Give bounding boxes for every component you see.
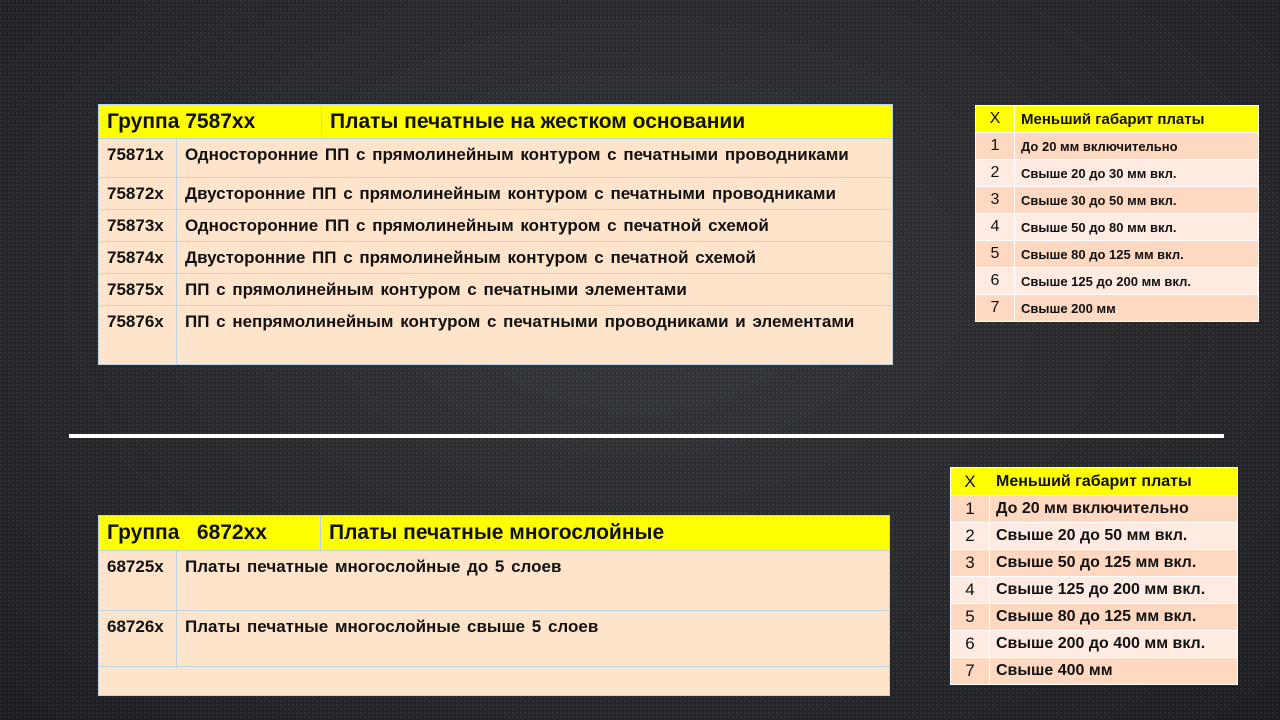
list-item <box>951 577 1238 604</box>
size-range: Свыше 400 мм <box>990 658 1238 685</box>
size-code: 1 <box>951 496 990 523</box>
size-range: Свыше 20 до 30 мм вкл. <box>1015 160 1259 187</box>
size-code: 2 <box>976 160 1015 187</box>
group-6872-table <box>98 515 890 696</box>
size-code: 5 <box>951 604 990 631</box>
row-description: Платы печатные многослойные до 5 слоев <box>177 551 890 611</box>
group-7587-label: Группа 7587хх <box>99 105 322 139</box>
size-range: Свыше 50 до 125 мм вкл. <box>990 550 1238 577</box>
row-code: 68726х <box>99 611 177 667</box>
table-row <box>99 139 893 178</box>
list-item <box>976 187 1259 214</box>
list-item <box>976 214 1259 241</box>
row-description: Двусторонние ПП с прямолинейным контуром с печатными проводниками <box>177 178 893 210</box>
size-range: Свыше 200 до 400 мм вкл. <box>990 631 1238 658</box>
row-description: Двусторонние ПП с прямолинейным контуром с печатной схемой <box>177 242 893 274</box>
size-code-table-1 <box>975 105 1259 322</box>
size-range: Свыше 125 до 200 мм вкл. <box>990 577 1238 604</box>
table-row <box>99 178 893 210</box>
size-code: 6 <box>951 631 990 658</box>
x-column-header: Х <box>976 106 1015 133</box>
size-code: 3 <box>976 187 1015 214</box>
size-code: 5 <box>976 241 1015 268</box>
size-code-table-2 <box>950 467 1238 685</box>
group-6872-title: Платы печатные многослойные <box>321 516 890 551</box>
row-description: Односторонние ПП с прямолинейным контуром с печатными проводниками <box>177 139 893 178</box>
list-item <box>951 604 1238 631</box>
list-item <box>976 160 1259 187</box>
size-range: Свыше 20 до 50 мм вкл. <box>990 523 1238 550</box>
row-code: 75874х <box>99 242 177 274</box>
list-item <box>976 268 1259 295</box>
table-row <box>99 274 893 306</box>
row-code: 75875х <box>99 274 177 306</box>
size-code: 2 <box>951 523 990 550</box>
row-code: 75873х <box>99 210 177 242</box>
group-7587-table <box>98 104 893 365</box>
row-code: 75876х <box>99 306 177 365</box>
size-range: Свыше 50 до 80 мм вкл. <box>1015 214 1259 241</box>
list-item <box>951 496 1238 523</box>
list-item <box>951 523 1238 550</box>
group-6872-label: Группа 6872хх <box>99 516 321 551</box>
size-code: 3 <box>951 550 990 577</box>
table-row-empty <box>99 667 890 696</box>
size-column-header: Меньший габарит платы <box>1015 106 1259 133</box>
row-description: Платы печатные многослойные свыше 5 слоев <box>177 611 890 667</box>
row-description: ПП с непрямолинейным контуром с печатными проводниками и элементами <box>177 306 893 365</box>
size-code: 1 <box>976 133 1015 160</box>
size-column-header: Меньший габарит платы <box>990 468 1238 496</box>
size-range: Свыше 80 до 125 мм вкл. <box>1015 241 1259 268</box>
size-code: 4 <box>976 214 1015 241</box>
list-item <box>976 295 1259 322</box>
row-code: 75872х <box>99 178 177 210</box>
row-code: 75871х <box>99 139 177 178</box>
size-table-header <box>976 106 1259 133</box>
list-item <box>976 133 1259 160</box>
table-row <box>99 551 890 611</box>
table-row <box>99 306 893 365</box>
size-code: 4 <box>951 577 990 604</box>
size-table-header <box>951 468 1238 496</box>
size-code: 7 <box>951 658 990 685</box>
size-range: До 20 мм включительно <box>1015 133 1259 160</box>
size-range: Свыше 30 до 50 мм вкл. <box>1015 187 1259 214</box>
row-code: 68725х <box>99 551 177 611</box>
row-description: ПП с прямолинейным контуром с печатными элементами <box>177 274 893 306</box>
group-7587-header-row <box>99 105 893 139</box>
size-range: До 20 мм включительно <box>990 496 1238 523</box>
group-7587-title: Платы печатные на жестком основании <box>322 105 893 139</box>
x-column-header: Х <box>951 468 990 496</box>
list-item <box>951 631 1238 658</box>
section-divider <box>69 434 1224 438</box>
size-range: Свыше 125 до 200 мм вкл. <box>1015 268 1259 295</box>
list-item <box>951 658 1238 685</box>
group-6872-header-row <box>99 516 890 551</box>
table-row <box>99 210 893 242</box>
size-range: Свыше 80 до 125 мм вкл. <box>990 604 1238 631</box>
row-description: Односторонние ПП с прямолинейным контуром с печатной схемой <box>177 210 893 242</box>
size-code: 6 <box>976 268 1015 295</box>
table-row <box>99 611 890 667</box>
size-code: 7 <box>976 295 1015 322</box>
empty-cell <box>99 667 890 696</box>
list-item <box>976 241 1259 268</box>
list-item <box>951 550 1238 577</box>
size-range: Свыше 200 мм <box>1015 295 1259 322</box>
table-row <box>99 242 893 274</box>
